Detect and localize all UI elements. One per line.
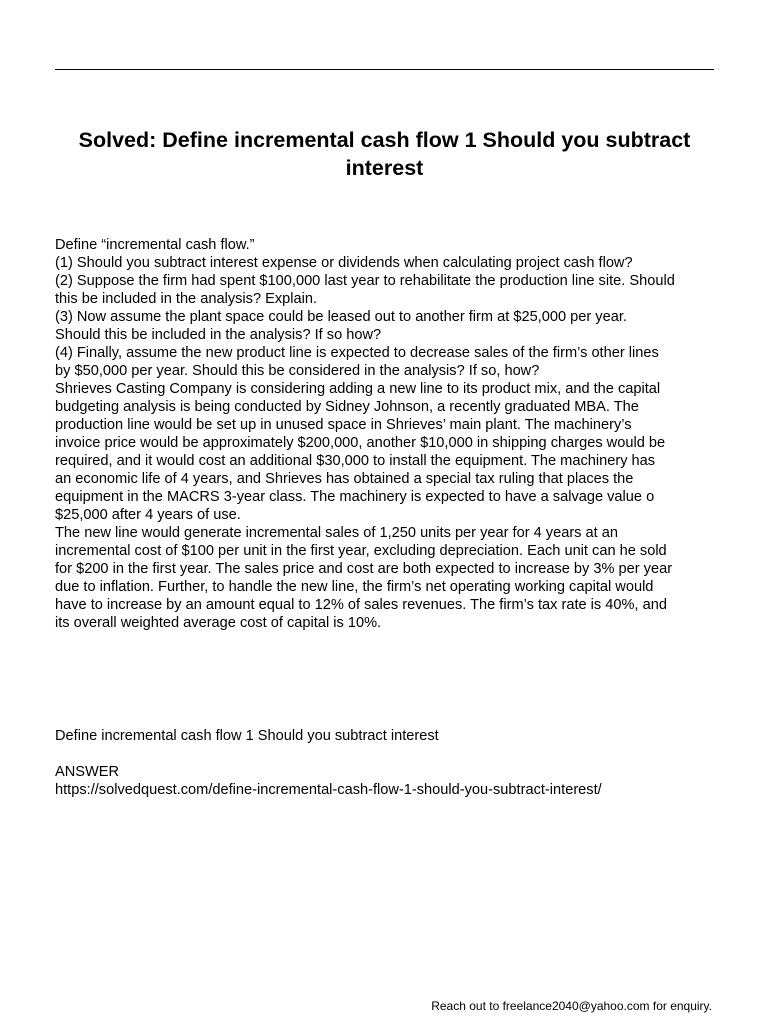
body-line: Shrieves Casting Company is considering adding a new line to its product mix, and the capital [55,381,661,397]
body-line: Should this be included in the analysis? If so how? [55,327,382,343]
body-line: (1) Should you subtract interest expense or dividends when calculating project cash flow? [55,255,633,271]
answer-label: ANSWER [55,764,120,780]
header-divider [55,69,714,70]
body-line: an economic life of 4 years, and Shrieves has obtained a special tax ruling that places the [55,471,634,487]
body-line: due to inflation. Further, to handle the new line, the firm’s net operating working capital would [55,579,654,595]
enquiry-footer: Reach out to freelance2040@yahoo.com for enquiry. [431,999,712,1013]
body-line: budgeting analysis is being conducted by Sidney Johnson, a recently graduated MBA. The [55,399,639,415]
body-line: required, and it would cost an additional $30,000 to install the equipment. The machinery has [55,453,656,469]
body-line: The new line would generate incremental sales of 1,250 units per year for 4 years at an [55,525,618,541]
body-line: equipment in the MACRS 3-year class. The machinery is expected to have a salvage value o [55,489,655,505]
answer-reference [55,727,720,799]
body-line: for $200 in the first year. The sales price and cost are both expected to increase by 3% per year [55,561,673,577]
body-line: by $50,000 per year. Should this be considered in the analysis? If so, how? [55,363,540,379]
question-body [55,236,720,632]
reference-title: Define incremental cash flow 1 Should you subtract interest [55,728,439,744]
body-line: its overall weighted average cost of capital is 10%. [55,615,382,631]
answer-link[interactable]: https://solvedquest.com/define-incremental-cash-flow-1-should-you-subtract-interest/ [55,782,602,798]
page-title: Solved: Define incremental cash flow 1 Should you subtract interest [78,128,691,180]
body-line: incremental cost of $100 per unit in the first year, excluding depreciation. Each unit can he sold [55,543,667,559]
body-line: production line would be set up in unused space in Shrieves’ main plant. The machinery’s [55,417,632,433]
body-line: $25,000 after 4 years of use. [55,507,241,523]
body-line: invoice price would be approximately $200,000, another $10,000 in shipping charges would be [55,435,666,451]
body-line: Define “incremental cash flow.” [55,237,255,253]
body-line: have to increase by an amount equal to 12% of sales revenues. The firm’s tax rate is 40%, and [55,597,667,613]
body-line: (2) Suppose the firm had spent $100,000 last year to rehabilitate the production line site. Should [55,273,675,289]
body-line: this be included in the analysis? Explain. [55,291,318,307]
body-line: (4) Finally, assume the new product line is expected to decrease sales of the firm’s other lines [55,345,659,361]
body-line: (3) Now assume the plant space could be leased out to another firm at $25,000 per year. [55,309,627,325]
